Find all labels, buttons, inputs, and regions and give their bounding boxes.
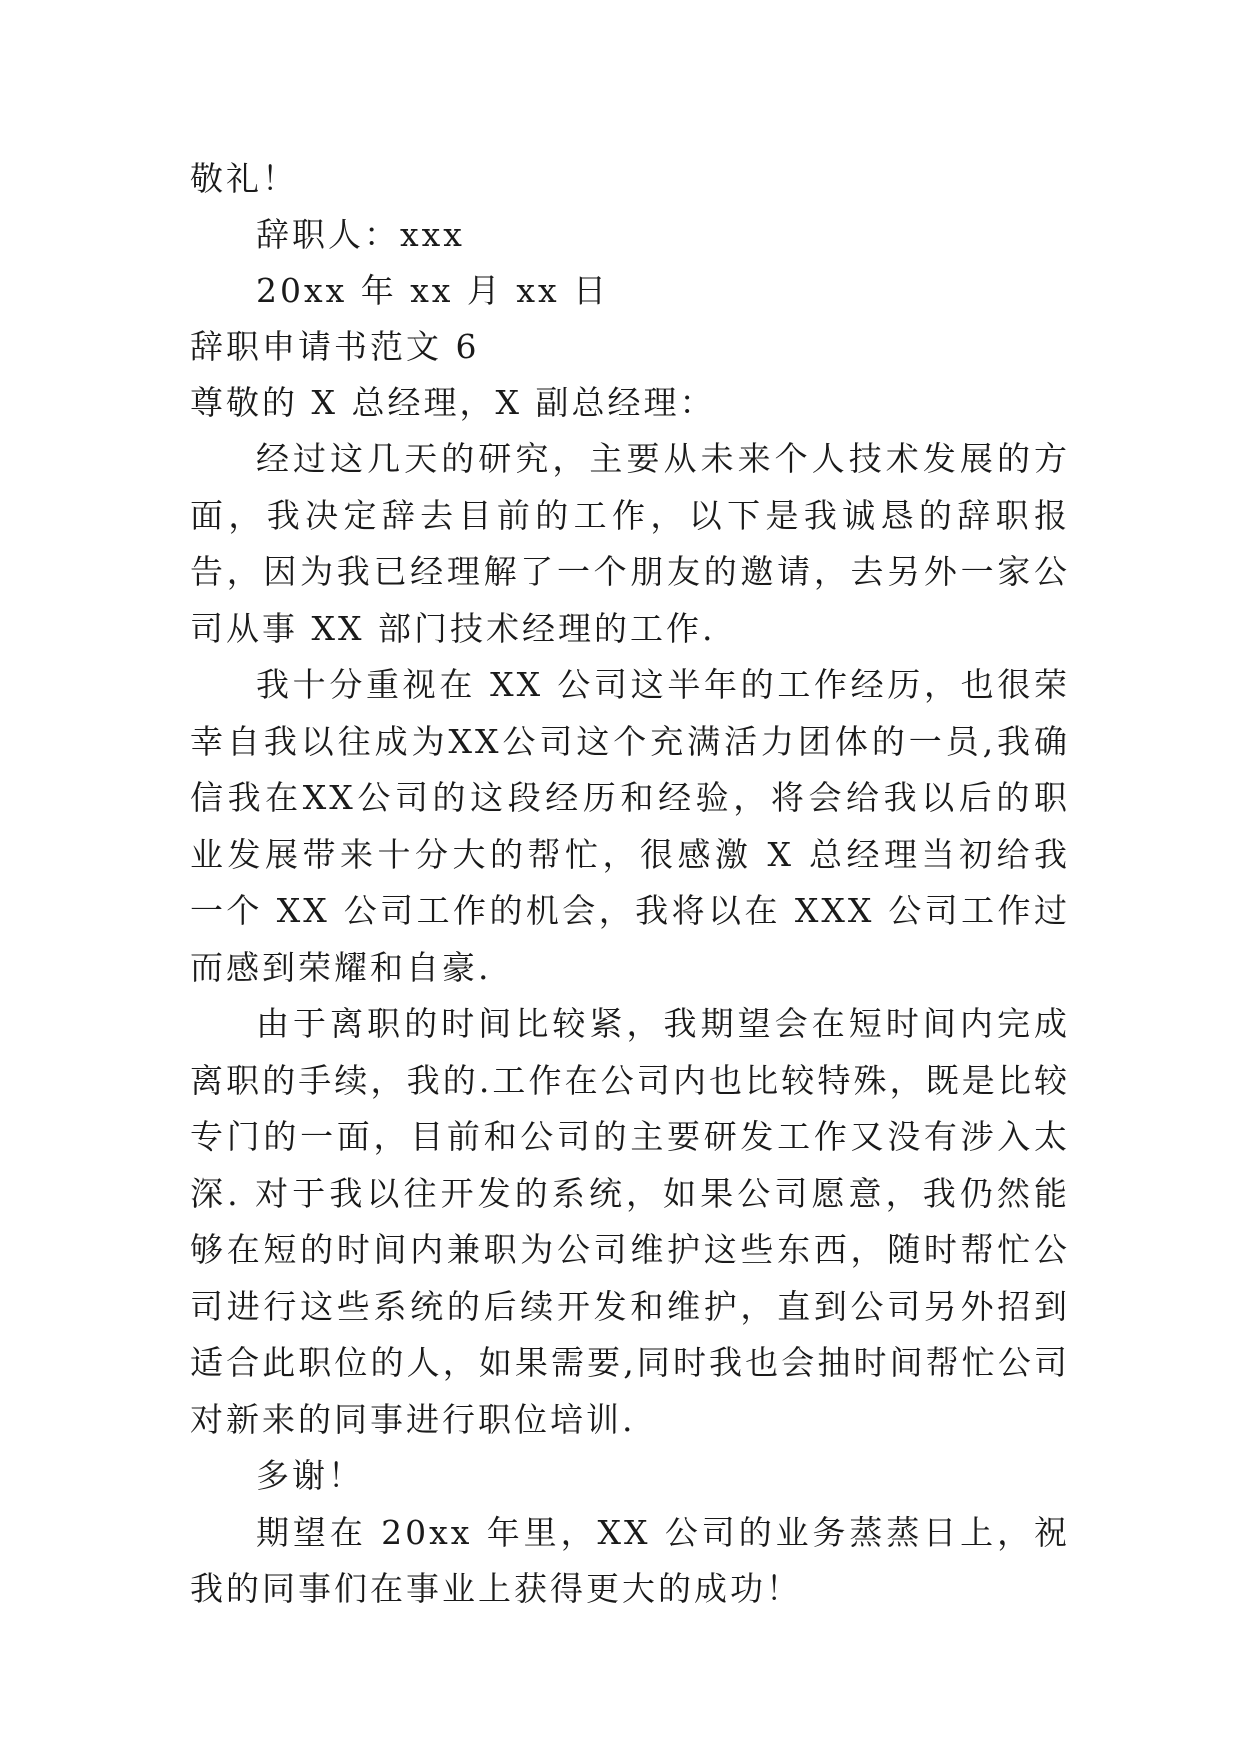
body-paragraph-5: 期望在 20xx 年里，XX 公司的业务蒸蒸日上，祝我的同事们在事业上获得更大的成功！ bbox=[190, 1512, 1070, 1608]
thanks-line: 多谢！ bbox=[256, 1456, 364, 1495]
section-title: 辞职申请书范文 6 bbox=[190, 327, 480, 366]
salutation-line: 尊敬的 X 总经理，X 副总经理： bbox=[190, 383, 716, 422]
signer-line: 辞职人：xxx bbox=[256, 215, 465, 254]
body-paragraph-1: 经过这几天的研究，主要从未来个人技术发展的方面，我决定辞去目前的工作，以下是我诚恳的辞职报告，因为我已经理解了一个朋友的邀请，去另外一家公司从事 XX 部门技术经理的工作. bbox=[190, 439, 1070, 648]
date-line: 20xx 年 xx 月 xx 日 bbox=[256, 271, 610, 310]
body-paragraph-3: 由于离职的时间比较紧，我期望会在短时间内完成离职的手续，我的.工作在公司内也比较特殊，既是比较专门的一面，目前和公司的主要研发工作又没有涉入太深. 对于我以往开发的系统，如果公司愿意，我仍然能够在短的时间内兼职为公司维护这些东西，随时帮忙公司进行这些系统的后续开发和维护，直到公司另外招到适合此职位的人，如果需要,同时我也会抽时间帮忙公司对新来的同事进行职位培训. bbox=[190, 1004, 1070, 1439]
closing-line: 敬礼！ bbox=[190, 159, 298, 198]
body-paragraph-2: 我十分重视在 XX 公司这半年的工作经历，也很荣幸自我以往成为XX公司这个充满活力团体的一员,我确信我在XX公司的这段经历和经验，将会给我以后的职业发展带来十分大的帮忙，很感激 X 总经理当初给我一个 XX 公司工作的机会，我将以在 XXX 公司工作过而感到荣耀和自豪. bbox=[190, 665, 1070, 987]
document-body bbox=[190, 151, 1070, 1618]
